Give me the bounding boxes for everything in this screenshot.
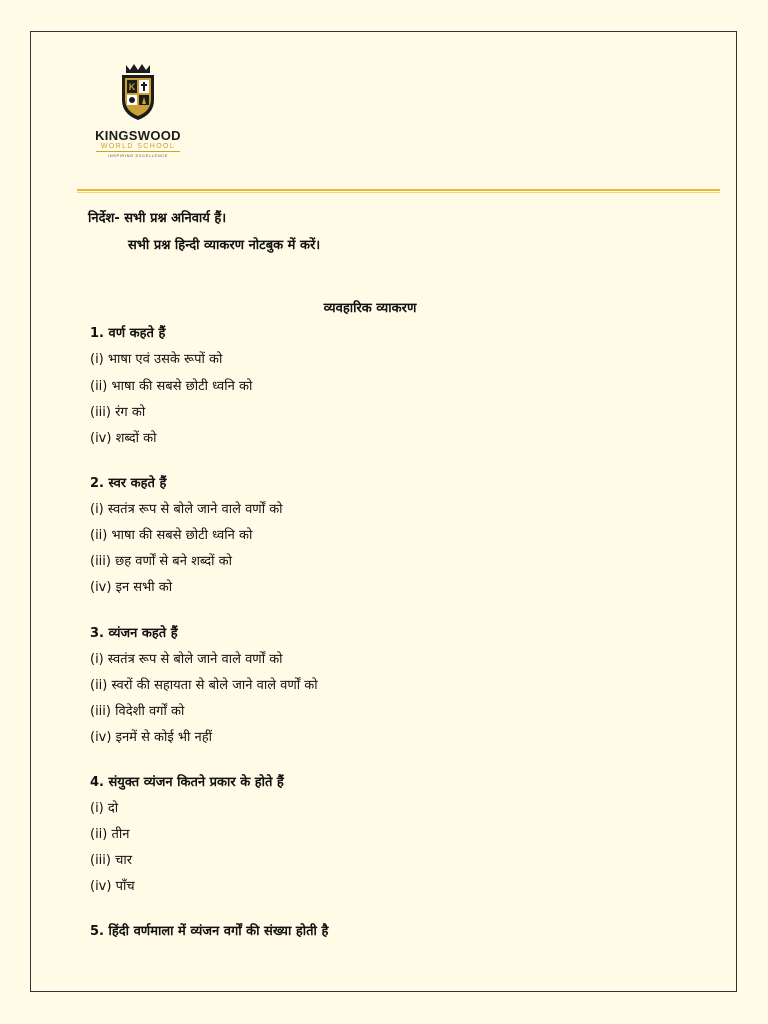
question-1-option-2: (ii) भाषा की सबसे छोटी ध्वनि को <box>90 379 253 394</box>
instruction-line-1: निर्देश- सभी प्रश्न अनिवार्य हैं। <box>88 211 227 226</box>
question-2-title: 2. स्वर कहते हैं <box>90 476 167 491</box>
question-2-option-4: (iv) इन सभी को <box>90 580 173 595</box>
section-title: व्यवहारिक व्याकरण <box>323 301 417 316</box>
question-1-option-3: (iii) रंग को <box>90 405 146 420</box>
question-2-option-1: (i) स्वतंत्र रूप से बोले जाने वाले वर्णों को <box>90 502 283 517</box>
question-4-title: 4. संयुक्त व्यंजन कितने प्रकार के होते हैं <box>90 775 284 790</box>
school-logo <box>90 62 186 162</box>
question-4-option-3: (iii) चार <box>90 853 133 868</box>
question-4-option-2: (ii) तीन <box>90 827 130 842</box>
header-divider-light <box>77 192 720 193</box>
svg-text:K: K <box>128 82 136 92</box>
question-3-title: 3. व्यंजन कहते हैं <box>90 626 178 641</box>
question-4-option-1: (i) दो <box>90 801 119 816</box>
question-2-option-2: (ii) भाषा की सबसे छोटी ध्वनि को <box>90 528 253 543</box>
question-3-option-1: (i) स्वतंत्र रूप से बोले जाने वाले वर्णों को <box>90 652 283 667</box>
question-1-option-1: (i) भाषा एवं उसके रूपों को <box>90 352 223 367</box>
question-5-title: 5. हिंदी वर्णमाला में व्यंजन वर्गों की संख्या होती है <box>90 924 329 939</box>
school-name: KINGSWOOD <box>95 128 181 143</box>
school-tagline: INSPIRING EXCELLENCE <box>96 151 180 158</box>
question-4-option-4: (iv) पाँच <box>90 879 135 894</box>
question-2-option-3: (iii) छह वर्णों से बने शब्दों को <box>90 554 232 569</box>
header-divider <box>77 189 720 191</box>
question-1-title: 1. वर्ण कहते हैं <box>90 326 166 341</box>
question-3-option-2: (ii) स्वरों की सहायता से बोले जाने वाले वर्णों को <box>90 678 318 693</box>
question-1-option-4: (iv) शब्दों को <box>90 431 157 446</box>
school-subtitle: WORLD SCHOOL <box>100 143 176 150</box>
instruction-line-2: सभी प्रश्न हिन्दी व्याकरण नोटबुक में करें। <box>128 238 321 253</box>
question-3-option-4: (iv) इनमें से कोई भी नहीं <box>90 730 212 745</box>
crest-icon <box>117 62 159 122</box>
question-3-option-3: (iii) विदेशी वर्गों को <box>90 704 185 719</box>
